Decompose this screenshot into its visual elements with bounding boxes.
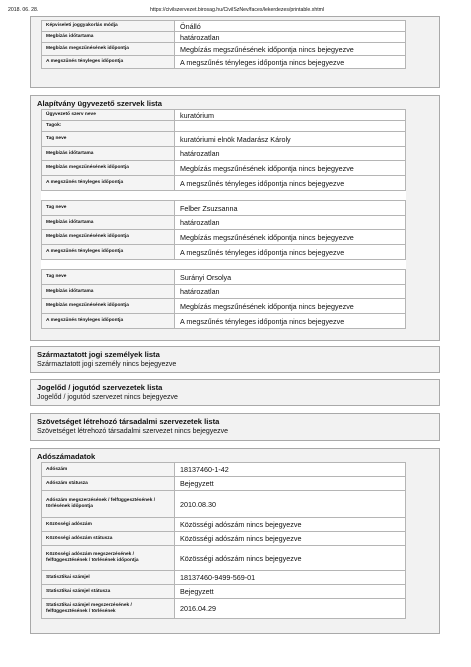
field-value: Közösségi adószám nincs bejegyezve — [175, 532, 406, 546]
field-label: Megbízás időtartama — [42, 32, 175, 43]
section-title: Származtatott jogi személyek lista — [37, 350, 160, 359]
representative-continued-section — [30, 16, 440, 88]
table-row — [42, 161, 406, 176]
field-label: Ügyvezető szerv neve — [42, 110, 175, 121]
table-row — [42, 110, 406, 121]
field-label: Megbízás időtartama — [42, 285, 175, 299]
field-value: határozatlan — [175, 147, 406, 161]
field-label: Adószám — [42, 463, 175, 477]
field-value: kuratóriumi elnök Madarász Károly — [175, 132, 406, 147]
table-row — [42, 285, 406, 299]
section-title: Jogelőd / jogutód szervezetek lista — [37, 383, 163, 392]
field-label: Megbízás megszűnésének időpontja — [42, 230, 175, 245]
table-row — [42, 599, 406, 619]
field-label: Tag neve — [42, 201, 175, 216]
tax-number-table — [41, 462, 406, 619]
field-label: Megbízás megszűnésének időpontja — [42, 299, 175, 314]
field-label: Képviseleti joggyakorlás módja — [42, 21, 175, 32]
field-value: A megszűnés tényleges időpontja nincs bejegyezve — [175, 314, 406, 329]
section-title: Adószámadatok — [37, 452, 96, 461]
field-value: Bejegyzett — [175, 477, 406, 491]
field-value: Megbízás megszűnésének időpontja nincs bejegyezve — [175, 299, 406, 314]
field-value: határozatlan — [175, 285, 406, 299]
section-message: Szövetséget létrehozó társadalmi szervezet nincs bejegyezve — [37, 428, 229, 435]
table-row — [42, 270, 406, 285]
field-label: Közösségi adószám megszerzésének / felfüggesztésének / törlésének időpontja — [42, 546, 175, 571]
field-label: Tag neve — [42, 270, 175, 285]
field-label: A megszűnés tényleges időpontja — [42, 314, 175, 329]
field-value: 2010.08.30 — [175, 491, 406, 518]
field-label: Megbízás megszűnésének időpontja — [42, 43, 175, 56]
table-row — [42, 230, 406, 245]
field-value: 2016.04.29 — [175, 599, 406, 619]
section-title: Szövetséget létrehozó társadalmi szervezetek lista — [37, 417, 220, 426]
derived-legal-entities-section — [30, 346, 440, 373]
predecessor-successor-section — [30, 379, 440, 406]
section-message: Származtatott jogi személy nincs bejegyezve — [37, 361, 177, 368]
table-row — [42, 477, 406, 491]
row-spacer — [42, 260, 406, 270]
field-label: Statisztikai számjel — [42, 571, 175, 585]
field-label: Közösségi adószám státusza — [42, 532, 175, 546]
field-value: A megszűnés tényleges időpontja nincs bejegyezve — [175, 56, 406, 69]
field-label: Közösségi adószám — [42, 518, 175, 532]
table-row — [42, 314, 406, 329]
table-row — [42, 21, 406, 32]
field-label: A megszűnés tényleges időpontja — [42, 176, 175, 191]
federation-founders-section — [30, 413, 440, 441]
executive-bodies-table — [41, 109, 406, 329]
field-label: Statisztikai számjel megszerzésének / felfüggesztésének / törlésének — [42, 599, 175, 619]
field-label: Tagok: — [42, 121, 175, 132]
table-row — [42, 176, 406, 191]
tax-number-section — [30, 448, 440, 634]
field-value: 18137460-1-42 — [175, 463, 406, 477]
table-row — [42, 132, 406, 147]
field-label: Tag neve — [42, 132, 175, 147]
table-row — [42, 56, 406, 69]
table-row — [42, 585, 406, 599]
table-row — [42, 491, 406, 518]
table-row — [42, 32, 406, 43]
representative-table — [41, 20, 406, 69]
field-value: határozatlan — [175, 32, 406, 43]
field-value: határozatlan — [175, 216, 406, 230]
field-value: Megbízás megszűnésének időpontja nincs bejegyezve — [175, 230, 406, 245]
row-spacer — [42, 191, 406, 201]
section-title: Alapítvány ügyvezető szervek lista — [37, 99, 162, 108]
field-value: Közösségi adószám nincs bejegyezve — [175, 518, 406, 532]
field-label: Statisztikai számjel státusza — [42, 585, 175, 599]
table-row — [42, 463, 406, 477]
field-value: Bejegyzett — [175, 585, 406, 599]
field-value: Surányi Orsolya — [175, 270, 406, 285]
table-row — [42, 571, 406, 585]
field-label: Megbízás időtartama — [42, 216, 175, 230]
field-label: Megbízás megszűnésének időpontja — [42, 161, 175, 176]
table-row — [42, 201, 406, 216]
print-date: 2018. 06. 28. — [8, 7, 39, 13]
field-value: Közösségi adószám nincs bejegyezve — [175, 546, 406, 571]
field-label: A megszűnés tényleges időpontja — [42, 245, 175, 260]
table-row — [42, 43, 406, 56]
table-row — [42, 147, 406, 161]
table-row — [42, 532, 406, 546]
print-url: https://civilszervezet.birosag.hu/CivilSzNev/faces/lekerdezes/printable.xhtml — [150, 7, 325, 13]
table-row — [42, 518, 406, 532]
field-label: A megszűnés tényleges időpontja — [42, 56, 175, 69]
field-value — [175, 121, 406, 132]
table-row — [42, 121, 406, 132]
field-value: Megbízás megszűnésének időpontja nincs bejegyezve — [175, 161, 406, 176]
field-value: A megszűnés tényleges időpontja nincs bejegyezve — [175, 176, 406, 191]
table-row — [42, 216, 406, 230]
table-row — [42, 245, 406, 260]
field-value: Önálló — [175, 21, 406, 32]
table-row — [42, 299, 406, 314]
field-value: A megszűnés tényleges időpontja nincs bejegyezve — [175, 245, 406, 260]
table-row — [42, 546, 406, 571]
field-value: kuratórium — [175, 110, 406, 121]
field-label: Adószám státusza — [42, 477, 175, 491]
section-message: Jogelőd / jogutód szervezet nincs bejegyezve — [37, 394, 178, 401]
field-label: Megbízás időtartama — [42, 147, 175, 161]
field-label: Adószám megszerzésének / felfüggesztésének / törlésének időpontja — [42, 491, 175, 518]
field-value: Felber Zsuzsanna — [175, 201, 406, 216]
field-value: Megbízás megszűnésének időpontja nincs bejegyezve — [175, 43, 406, 56]
field-value: 18137460-9499-569-01 — [175, 571, 406, 585]
foundation-executive-bodies-section — [30, 95, 440, 341]
